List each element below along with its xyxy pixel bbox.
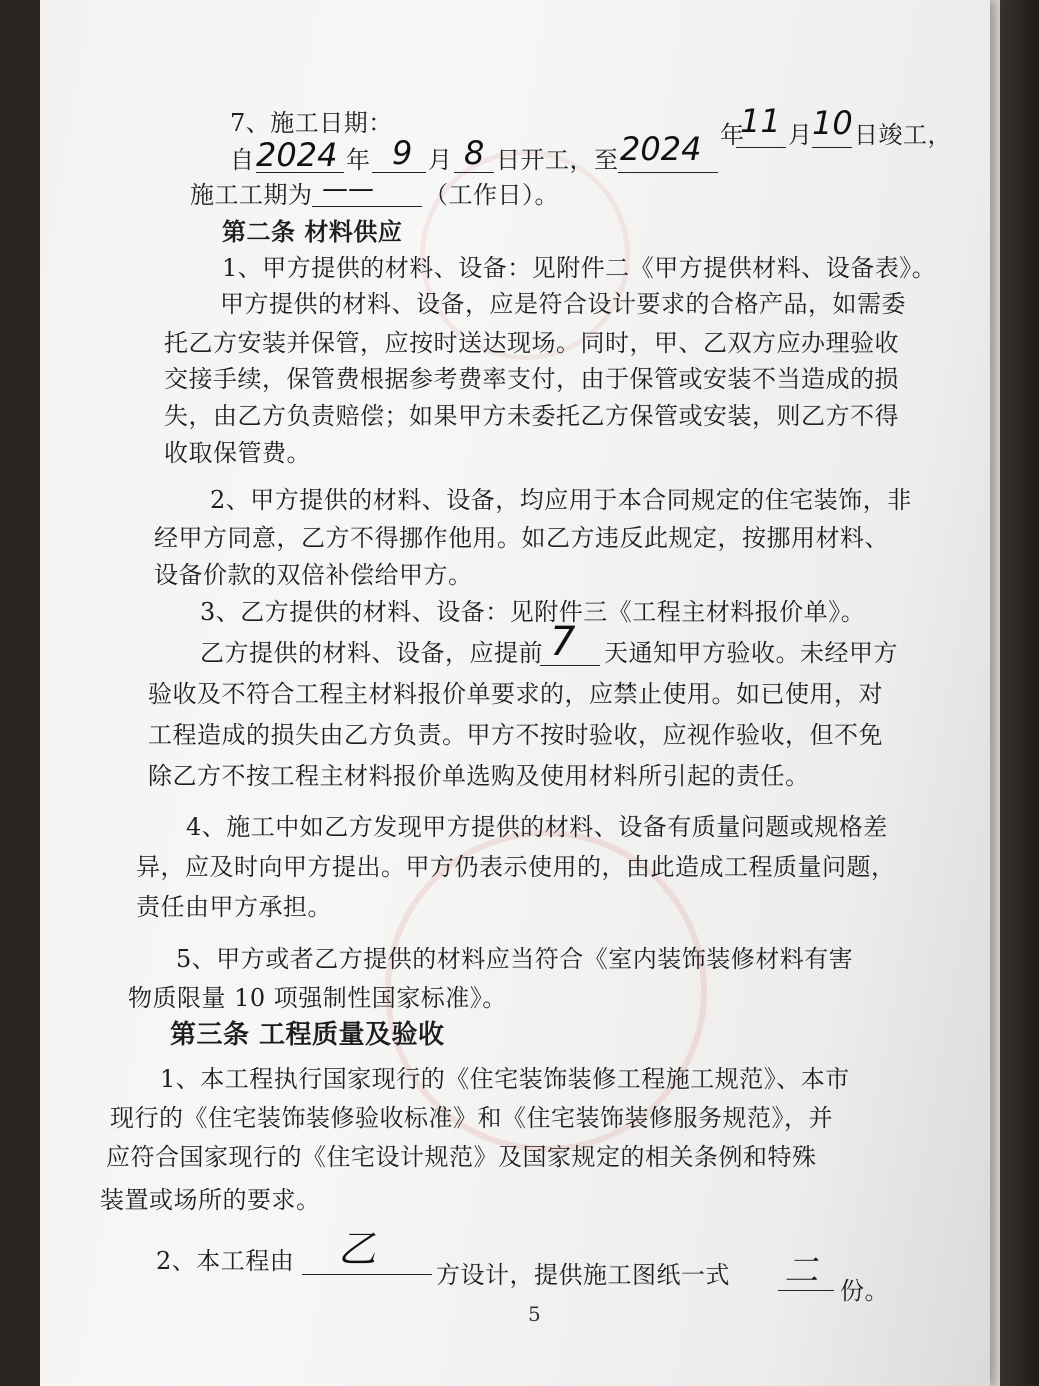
notice-label: 乙方提供的材料、设备，应提前 [200, 639, 543, 667]
article-2-item-4-line-3: 责任由甲方承担。 [136, 893, 332, 921]
end-day-handwritten: 10 [812, 104, 853, 142]
article-2-item-1: 1、甲方提供的材料、设备：见附件二《甲方提供材料、设备表》。 [222, 254, 937, 282]
article-2-line-3: 托乙方安装并保管，应按时送达现场。同时，甲、乙双方应办理验收 [164, 329, 899, 357]
clause-7-title: 7、施工日期： [230, 109, 393, 137]
start-day-line [454, 172, 494, 173]
page-number: 5 [528, 1302, 541, 1326]
end-day-line [812, 147, 852, 148]
designer-line [302, 1274, 432, 1275]
duration-line [312, 206, 422, 207]
duration-label: 施工工期为 [190, 181, 313, 209]
article-2-item-5-line-2: 物质限量 10 项强制性国家标准》。 [128, 984, 507, 1012]
article-3-item-1-line-4: 装置或场所的要求。 [100, 1186, 321, 1214]
article-2-line-4: 交接手续，保管费根据参考费率支付，由于保管或安装不当造成的损 [164, 365, 899, 393]
end-month-line [736, 147, 786, 148]
article-2-item-2: 2、甲方提供的材料、设备，均应用于本合同规定的住宅装饰，非 [210, 486, 912, 514]
article-2-item-3-line-5: 除乙方不按工程主材料报价单选购及使用材料所引起的责任。 [148, 762, 810, 790]
duration-handwritten: —— [322, 174, 374, 204]
article-2-item-3-line-3: 验收及不符合工程主材料报价单要求的，应禁止使用。如已使用，对 [148, 680, 883, 708]
article-2-line-2: 甲方提供的材料、设备，应是符合设计要求的合格产品，如需委 [220, 290, 906, 318]
duration-unit: （工作日）。 [424, 181, 559, 209]
start-year-handwritten: 2024 [256, 136, 338, 174]
article-2-item-2-line-3: 设备价款的双倍补偿给甲方。 [154, 561, 473, 589]
article-3-item-1: 1、本工程执行国家现行的《住宅装饰装修工程施工规范》、本市 [160, 1065, 850, 1093]
article-2-line-6: 收取保管费。 [164, 439, 311, 467]
notice-days-line [540, 665, 600, 666]
copies-handwritten: 二 [784, 1251, 818, 1291]
article-2-item-5: 5、甲方或者乙方提供的材料应当符合《室内装饰装修材料有害 [176, 945, 854, 973]
end-work-label: 日竣工， [854, 121, 952, 149]
end-year-handwritten: 2024 [620, 130, 702, 168]
start-month-handwritten: 9 [392, 134, 413, 172]
article-2-item-2-line-2: 经甲方同意，乙方不得挪作他用。如乙方违反此规定，按挪用材料、 [154, 524, 889, 552]
copies-suffix: 份。 [840, 1277, 889, 1305]
month-label-2: 月 [788, 121, 813, 149]
year-label-1: 年 [346, 146, 371, 174]
article-2-item-3-line-4: 工程造成的损失由乙方负责。甲方不按时验收，应视作验收，但不免 [148, 721, 883, 749]
article-3-heading: 第三条 工程质量及验收 [170, 1020, 445, 1050]
article-3-item-1-line-2: 现行的《住宅装饰装修验收标准》和《住宅装饰装修服务规范》，并 [110, 1104, 833, 1132]
article-2-item-3: 3、乙方提供的材料、设备：见附件三《工程主材料报价单》。 [200, 598, 866, 626]
article-2-line-5: 失，由乙方负责赔偿；如果甲方未委托乙方保管或安装，则乙方不得 [164, 402, 899, 430]
month-label-1: 月 [428, 146, 453, 174]
binder-edge [1000, 0, 1039, 1386]
designer-handwritten: 乙 [338, 1227, 377, 1271]
end-year-line [618, 172, 718, 173]
date-prefix: 自 [230, 146, 255, 174]
year-label-2: 年 [720, 121, 745, 149]
start-month-line [372, 172, 426, 173]
designer-label: 2、本工程由 [156, 1247, 295, 1275]
notice-suffix: 天通知甲方验收。未经甲方 [604, 639, 898, 667]
end-month-handwritten: 11 [740, 102, 781, 140]
start-day-handwritten: 8 [464, 134, 485, 172]
start-work-label: 日开工，至 [496, 146, 619, 174]
article-2-item-4: 4、施工中如乙方发现甲方提供的材料、设备有质量问题或规格差 [186, 813, 888, 841]
contract-page [40, 0, 990, 1386]
designer-suffix: 方设计，提供施工图纸一式 [436, 1261, 730, 1289]
article-3-item-1-line-3: 应符合国家现行的《住宅设计规范》及国家规定的相关条例和特殊 [106, 1143, 817, 1171]
article-2-item-4-line-2: 异，应及时向甲方提出。甲方仍表示使用的，由此造成工程质量问题， [136, 853, 896, 881]
article-2-heading: 第二条 材料供应 [222, 218, 403, 246]
notice-days-handwritten: 7 [550, 619, 576, 665]
